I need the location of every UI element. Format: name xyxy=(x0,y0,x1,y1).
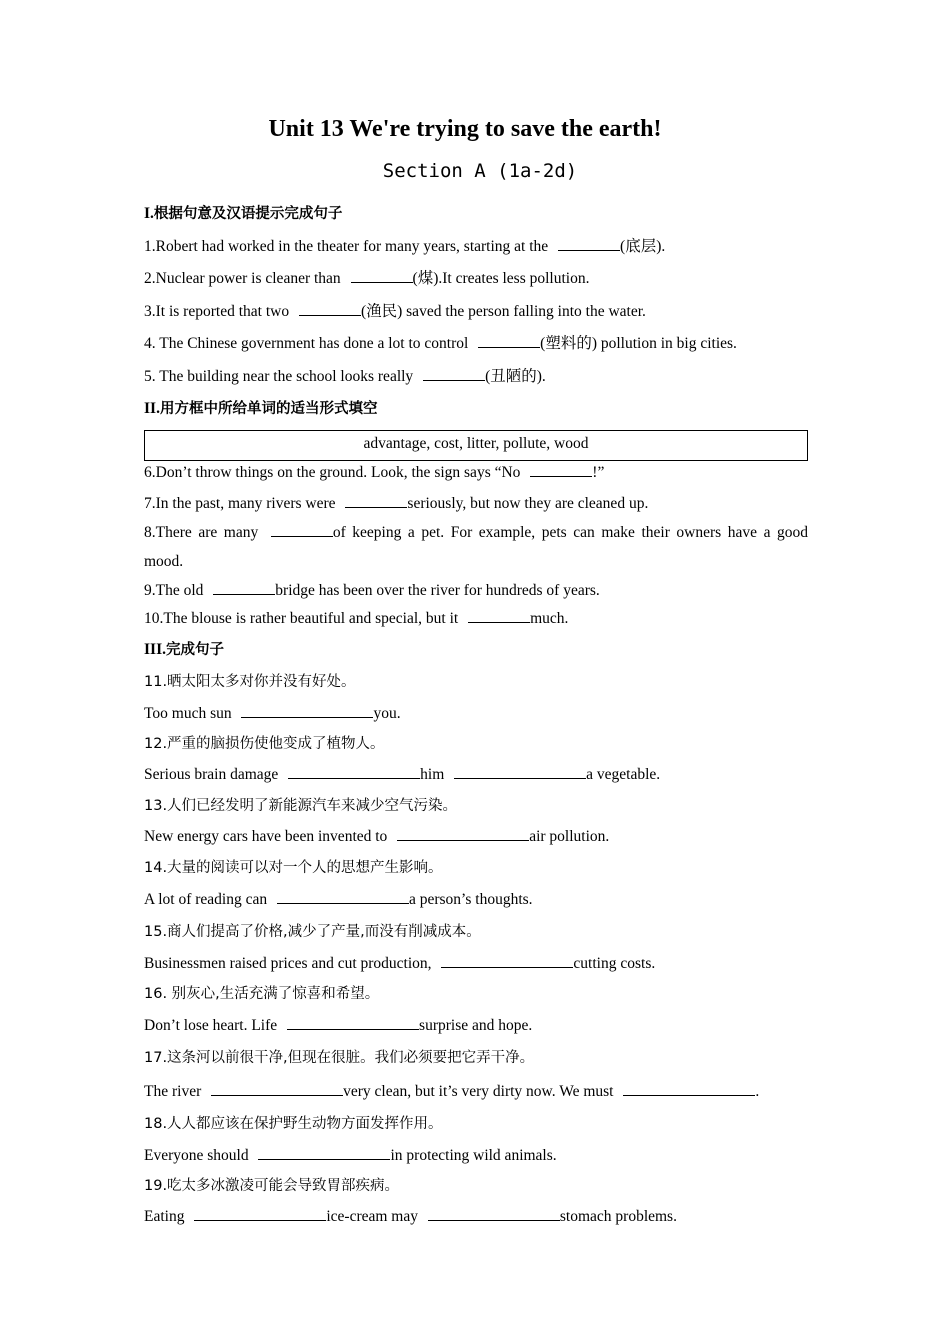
answer-blank[interactable] xyxy=(623,1082,755,1096)
section-title: 根据句意及汉语提示完成句子 xyxy=(153,206,343,222)
question-14 xyxy=(144,890,533,910)
question-text: 7.In the past, many rivers were xyxy=(144,495,336,512)
answer-blank[interactable] xyxy=(423,367,485,381)
answer-blank[interactable] xyxy=(258,1146,390,1160)
question-16 xyxy=(144,1016,532,1036)
sentence-part: air pollution. xyxy=(529,828,610,845)
question-7 xyxy=(144,494,648,514)
answer-blank[interactable] xyxy=(397,827,529,841)
answer-blank[interactable] xyxy=(194,1207,326,1221)
question-17 xyxy=(144,1082,759,1102)
answer-blank[interactable] xyxy=(478,334,540,348)
sentence-part: Eating xyxy=(144,1208,185,1225)
question-5 xyxy=(144,367,546,387)
answer-blank[interactable] xyxy=(558,237,620,251)
question-17-prompt: 17.这条河以前很干净,但现在很脏。我们必须要把它弄干净。 xyxy=(144,1050,535,1066)
question-14-prompt: 14.大量的阅读可以对一个人的思想产生影响。 xyxy=(144,860,443,876)
section-heading-2 xyxy=(144,399,377,419)
question-text: 8.There are many xyxy=(144,524,259,541)
question-text: 2.Nuclear power is cleaner than xyxy=(144,270,341,287)
question-text: 1.Robert had worked in the theater for many years, starting at the xyxy=(144,238,549,255)
question-16-prompt: 16. 别灰心,生活充满了惊喜和希望。 xyxy=(144,986,380,1002)
answer-blank[interactable] xyxy=(428,1207,560,1221)
question-11 xyxy=(144,704,401,724)
question-1 xyxy=(144,237,665,257)
section-heading-3 xyxy=(144,640,224,660)
answer-blank[interactable] xyxy=(287,1016,419,1030)
sentence-part: surprise and hope. xyxy=(419,1017,533,1034)
question-text: 10.The blouse is rather beautiful and special, but it xyxy=(144,610,459,627)
answer-blank[interactable] xyxy=(277,890,409,904)
answer-blank[interactable] xyxy=(241,704,373,718)
answer-blank[interactable] xyxy=(468,609,530,623)
answer-blank[interactable] xyxy=(271,523,333,537)
answer-blank[interactable] xyxy=(213,581,275,595)
sentence-part: Everyone should xyxy=(144,1147,249,1164)
page-title: Unit 13 We're trying to save the earth! xyxy=(268,116,662,142)
question-hint: bridge has been over the river for hundreds of years. xyxy=(275,582,600,599)
question-15 xyxy=(144,954,655,974)
sentence-part: you. xyxy=(373,705,401,722)
question-hint: (丑陋的). xyxy=(485,368,546,385)
question-12-prompt: 12.严重的脑损伤使他变成了植物人。 xyxy=(144,736,385,752)
sentence-part: ice-cream may xyxy=(326,1208,418,1225)
question-hint: seriously, but now they are cleaned up. xyxy=(407,495,649,512)
sentence-part: in protecting wild animals. xyxy=(390,1147,557,1164)
question-hint: (渔民) saved the person falling into the water. xyxy=(360,303,646,320)
page-subtitle: Section A (1a-2d) xyxy=(382,160,578,182)
answer-blank[interactable] xyxy=(345,494,407,508)
question-text: 9.The old xyxy=(144,582,204,599)
question-text: 4. The Chinese government has done a lot to control xyxy=(144,335,469,352)
answer-blank[interactable] xyxy=(288,765,420,779)
answer-blank[interactable] xyxy=(299,302,361,316)
sentence-part: New energy cars have been invented to xyxy=(144,828,388,845)
question-text: 5. The building near the school looks really xyxy=(144,368,414,385)
question-hint: of keeping a pet. For example, pets can make their owners have a good mood. xyxy=(144,524,809,570)
question-hint: much. xyxy=(530,610,569,627)
sentence-part: Too much sun xyxy=(144,705,232,722)
section-title: 用方框中所给单词的适当形式填空 xyxy=(159,401,378,417)
sentence-part: very clean, but it’s very dirty now. We must xyxy=(343,1083,614,1100)
question-hint: (煤).It creates less pollution. xyxy=(412,270,590,287)
question-18-prompt: 18.人人都应该在保护野生动物方面发挥作用。 xyxy=(144,1116,443,1132)
word-box: advantage, cost, litter, pollute, wood xyxy=(144,430,808,461)
sentence-part: a person’s thoughts. xyxy=(408,891,533,908)
sentence-part: Businessmen raised prices and cut production, xyxy=(144,955,432,972)
section-number: II. xyxy=(144,400,160,417)
sentence-part: Serious brain damage xyxy=(144,766,279,783)
question-6 xyxy=(144,463,604,483)
answer-blank[interactable] xyxy=(530,463,592,477)
section-number: III. xyxy=(144,641,166,658)
answer-blank[interactable] xyxy=(211,1082,343,1096)
section-title: 完成句子 xyxy=(165,642,224,658)
question-2 xyxy=(144,269,589,289)
question-12 xyxy=(144,765,660,785)
question-text: 3.It is reported that two xyxy=(144,303,290,320)
sentence-part: Don’t lose heart. Life xyxy=(144,1017,278,1034)
sentence-part: The river xyxy=(144,1083,202,1100)
question-hint: !” xyxy=(592,464,605,481)
question-18 xyxy=(144,1146,557,1166)
question-text: 6.Don’t throw things on the ground. Look, the sign says “No xyxy=(144,464,521,481)
sentence-part: cutting costs. xyxy=(573,955,656,972)
question-19 xyxy=(144,1207,677,1227)
question-13 xyxy=(144,827,609,847)
answer-blank[interactable] xyxy=(441,954,573,968)
sentence-part: stomach problems. xyxy=(559,1208,677,1225)
question-13-prompt: 13.人们已经发明了新能源汽车来减少空气污染。 xyxy=(144,798,458,814)
sentence-part: him xyxy=(420,766,445,783)
section-number: I. xyxy=(144,205,154,222)
question-10 xyxy=(144,609,568,629)
question-hint: (底层). xyxy=(620,238,666,255)
question-11-prompt: 11.晒太阳太多对你并没有好处。 xyxy=(144,674,356,690)
question-3 xyxy=(144,302,646,322)
question-19-prompt: 19.吃太多冰激凌可能会导致胃部疾病。 xyxy=(144,1178,400,1194)
question-hint: (塑料的) pollution in big cities. xyxy=(540,335,737,352)
sentence-part: a vegetable. xyxy=(586,766,661,783)
question-9 xyxy=(144,581,600,601)
answer-blank[interactable] xyxy=(454,765,586,779)
question-15-prompt: 15.商人们提高了价格,减少了产量,而没有削减成本。 xyxy=(144,924,481,940)
sentence-part: A lot of reading can xyxy=(144,891,268,908)
sentence-part: . xyxy=(755,1083,760,1100)
question-4 xyxy=(144,334,737,354)
answer-blank[interactable] xyxy=(351,269,413,283)
question-8 xyxy=(144,518,808,576)
section-heading-1 xyxy=(144,204,342,224)
